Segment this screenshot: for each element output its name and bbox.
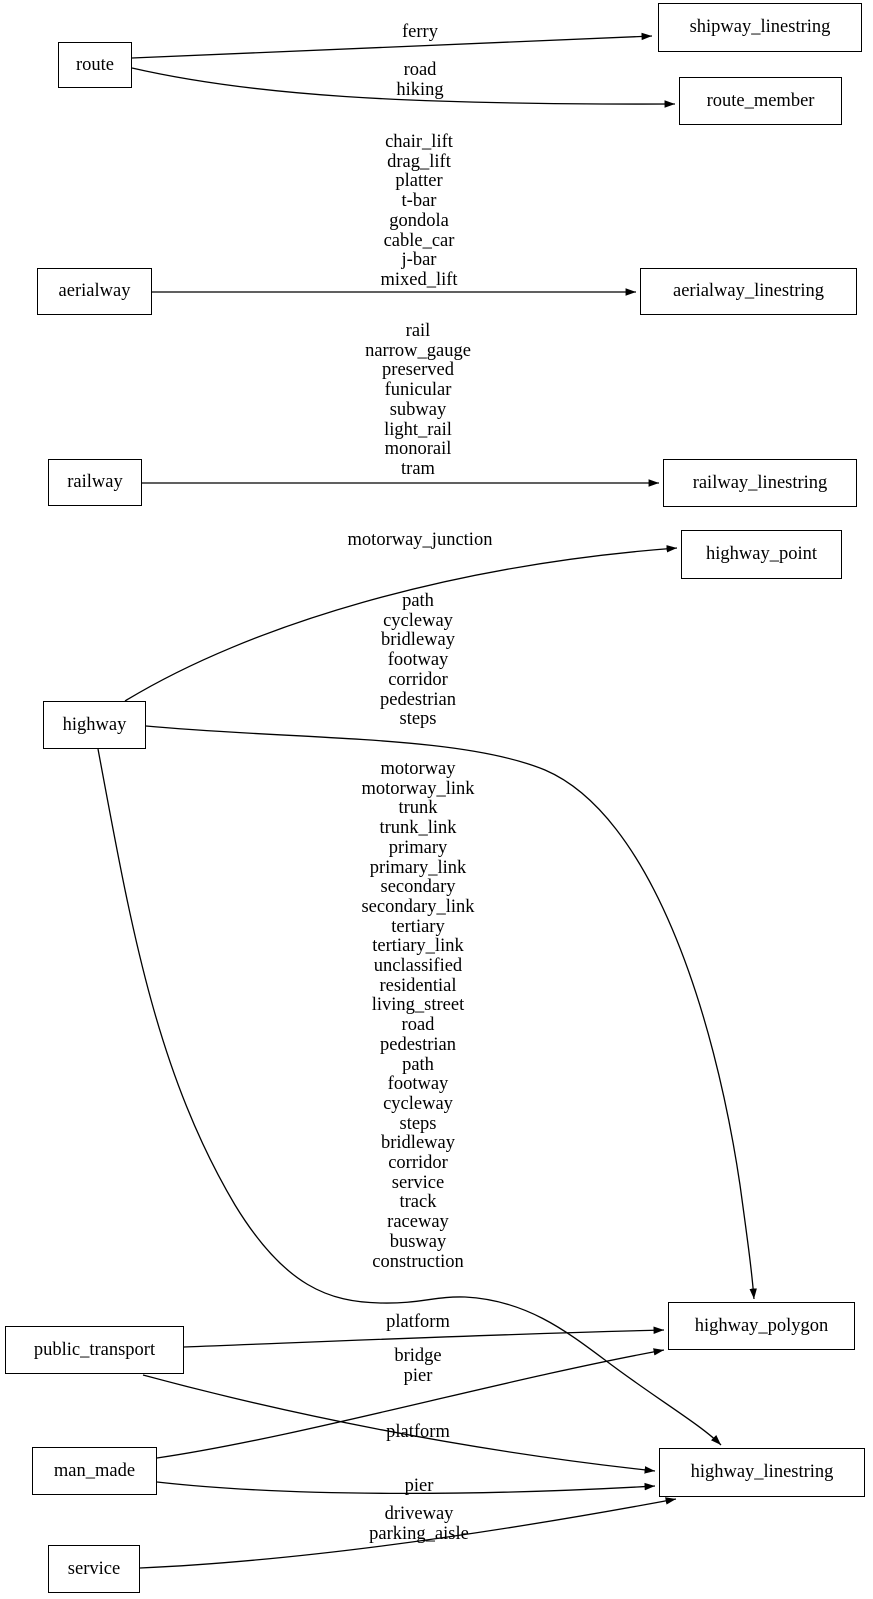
node-aerialway_linestring: aerialway_linestring [640, 268, 857, 315]
edge-label-aerialway-aerialway_linestring: chair_lift drag_lift platter t-bar gondola cable_car j-bar mixed_lift [380, 132, 458, 290]
node-aerialway: aerialway [37, 268, 152, 315]
edge-route-shipway_linestring [132, 36, 652, 58]
node-shipway_linestring: shipway_linestring [658, 3, 862, 52]
node-public_transport: public_transport [5, 1326, 184, 1374]
edge-label-highway-highway_polygon: path cycleway bridleway footway corridor pedestrian steps [379, 591, 457, 730]
edge-label-highway-highway_linestring: motorway motorway_link trunk trunk_link primary primary_link secondary secondary_link tertiary tertiary_link unclassified residential living_street road pedestrian path footway cycleway steps bridleway corridor service track raceway busway construction [361, 759, 475, 1272]
node-railway: railway [48, 459, 142, 506]
node-highway_polygon: highway_polygon [668, 1302, 855, 1350]
node-highway_linestring: highway_linestring [659, 1448, 865, 1497]
node-highway_point: highway_point [681, 530, 842, 579]
node-man_made: man_made [32, 1447, 157, 1495]
edge-label-route-shipway_linestring: ferry [402, 22, 438, 42]
node-route_member: route_member [679, 77, 842, 125]
edge-label-public_transport-highway_polygon: platform [386, 1312, 450, 1332]
node-service: service [48, 1545, 140, 1593]
edge-label-route-route_member: road hiking [396, 60, 444, 100]
node-railway_linestring: railway_linestring [663, 459, 857, 507]
edge-label-man_made-highway_linestring: pier [404, 1476, 434, 1496]
edge-label-railway-railway_linestring: rail narrow_gauge preserved funicular subway light_rail monorail tram [365, 321, 471, 479]
node-route: route [58, 42, 132, 88]
edge-label-man_made-highway_polygon: bridge pier [394, 1346, 442, 1386]
edge-label-highway-highway_point: motorway_junction [347, 530, 493, 550]
node-highway: highway [43, 701, 146, 749]
edge-label-public_transport-highway_linestring: platform [386, 1422, 450, 1442]
edge-label-service-highway_linestring: driveway parking_aisle [369, 1504, 469, 1544]
